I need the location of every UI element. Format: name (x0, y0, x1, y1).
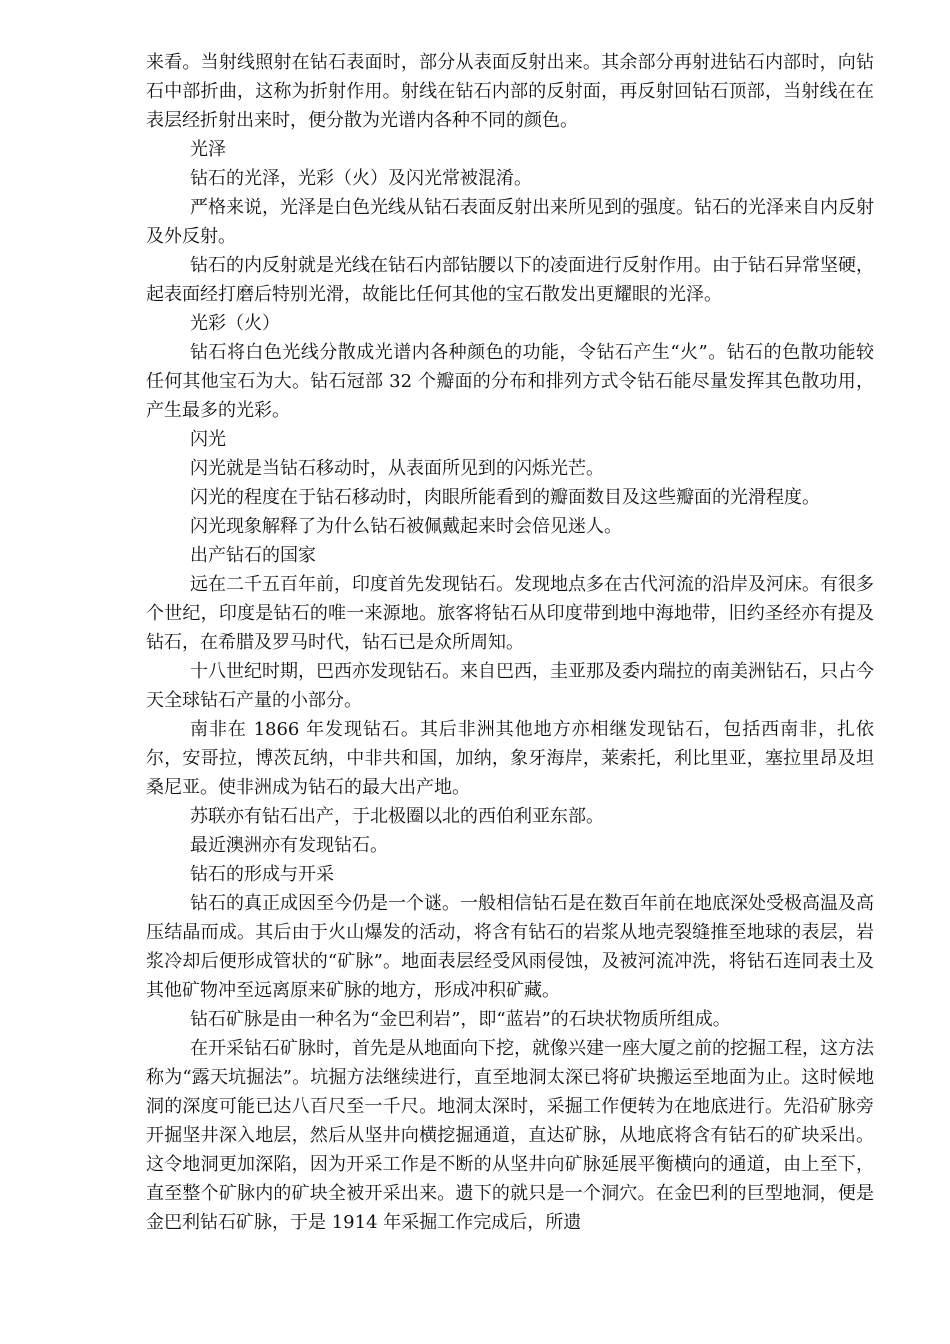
paragraph: 南非在 1866 年发现钻石。其后非洲其他地方亦相继发现钻石，包括西南非，扎依尔，安哥拉，博茨瓦纳，中非共和国，加纳，象牙海岸，莱索托，利比里亚，塞拉里昂及坦桑尼亚。使非洲成为钻石的最大出产地。 (146, 719, 874, 798)
paragraph: 钻石矿脉是由一种名为“金巴利岩”，即“蓝岩”的石块状物质所组成。 (190, 1009, 731, 1030)
heading-producing-countries: 出产钻石的国家 (190, 545, 316, 566)
paragraph: 远在二千五百年前，印度首先发现钻石。发现地点多在古代河流的沿岸及河床。有很多个世纪，印度是钻石的唯一来源地。旅客将钻石从印度带到地中海地带，旧约圣经亦有提及钻石，在希腊及罗马时代，钻石已是众所周知。 (146, 574, 874, 653)
paragraph: 钻石的光泽，光彩（火）及闪光常被混淆。 (190, 168, 532, 189)
paragraph: 闪光现象解释了为什么钻石被佩戴起来时会倍见迷人。 (190, 516, 622, 537)
heading-formation-mining: 钻石的形成与开采 (190, 864, 334, 885)
paragraph: 苏联亦有钻石出产，于北极圈以北的西伯利亚东部。 (190, 806, 604, 827)
paragraph-refraction-continued: 来看。当射线照射在钻石表面时，部分从表面反射出来。其余部分再射进钻石内部时，向钻石中部折曲，这称为折射作用。射线在钻石内部的反射面，再反射回钻石顶部，当射线在在表层经折射出来时，便分散为光谱内各种不同的颜色。 (146, 52, 874, 131)
paragraph: 十八世纪时期，巴西亦发现钻石。来自巴西，圭亚那及委内瑞拉的南美洲钻石，只占今天全球钻石产量的小部分。 (146, 661, 874, 711)
paragraph: 严格来说，光泽是白色光线从钻石表面反射出来所见到的强度。钻石的光泽来自内反射及外反射。 (146, 197, 874, 247)
paragraph: 最近澳洲亦有发现钻石。 (190, 835, 388, 856)
heading-fire: 光彩（火） (190, 313, 280, 334)
document-body (146, 48, 874, 1237)
heading-scintillation: 闪光 (190, 429, 226, 450)
heading-luster: 光泽 (190, 139, 226, 160)
paragraph: 闪光的程度在于钻石移动时，肉眼所能看到的瓣面数目及这些瓣面的光滑程度。 (190, 487, 820, 508)
paragraph: 钻石将白色光线分散成光谱内各种颜色的功能，令钻石产生“火”。钻石的色散功能较任何其他宝石为大。钻石冠部 32 个瓣面的分布和排列方式令钻石能尽量发挥其色散功用，产生最多的光彩。 (146, 342, 874, 421)
paragraph: 闪光就是当钻石移动时，从表面所见到的闪烁光芒。 (190, 458, 604, 479)
paragraph: 在开采钻石矿脉时，首先是从地面向下挖，就像兴建一座大厦之前的挖掘工程，这方法称为“露天坑掘法”。坑掘方法继续进行，直至地洞太深已将矿块搬运至地面为止。这时候地洞的深度可能已达八百尺至一千尺。地洞太深时，采掘工作便转为在地底进行。先沿矿脉旁开掘坚井深入地层，然后从坚井向横挖掘通道，直达矿脉，从地底将含有钻石的矿块采出。这令地洞更加深陷，因为开采工作是不断的从坚井向矿脉延展平衡横向的通道，由上至下，直至整个矿脉内的矿块全被开采出来。遗下的就只是一个洞穴。在金巴利的巨型地洞，便是金巴利钻石矿脉，于是 1914 年采掘工作完成后，所遗 (146, 1038, 874, 1233)
paragraph: 钻石的内反射就是光线在钻石内部钻腰以下的凌面进行反射作用。由于钻石异常坚硬，起表面经打磨后特别光滑，故能比任何其他的宝石散发出更耀眼的光泽。 (146, 255, 874, 305)
paragraph: 钻石的真正成因至今仍是一个谜。一般相信钻石是在数百年前在地底深处受极高温及高压结晶而成。其后由于火山爆发的活动，将含有钻石的岩浆从地壳裂缝推至地球的表层，岩浆冷却后便形成管状的“矿脉”。地面表层经受风雨侵蚀，及被河流冲洗，将钻石连同表土及其他矿物冲至远离原来矿脉的地方，形成冲积矿藏。 (146, 893, 874, 1001)
